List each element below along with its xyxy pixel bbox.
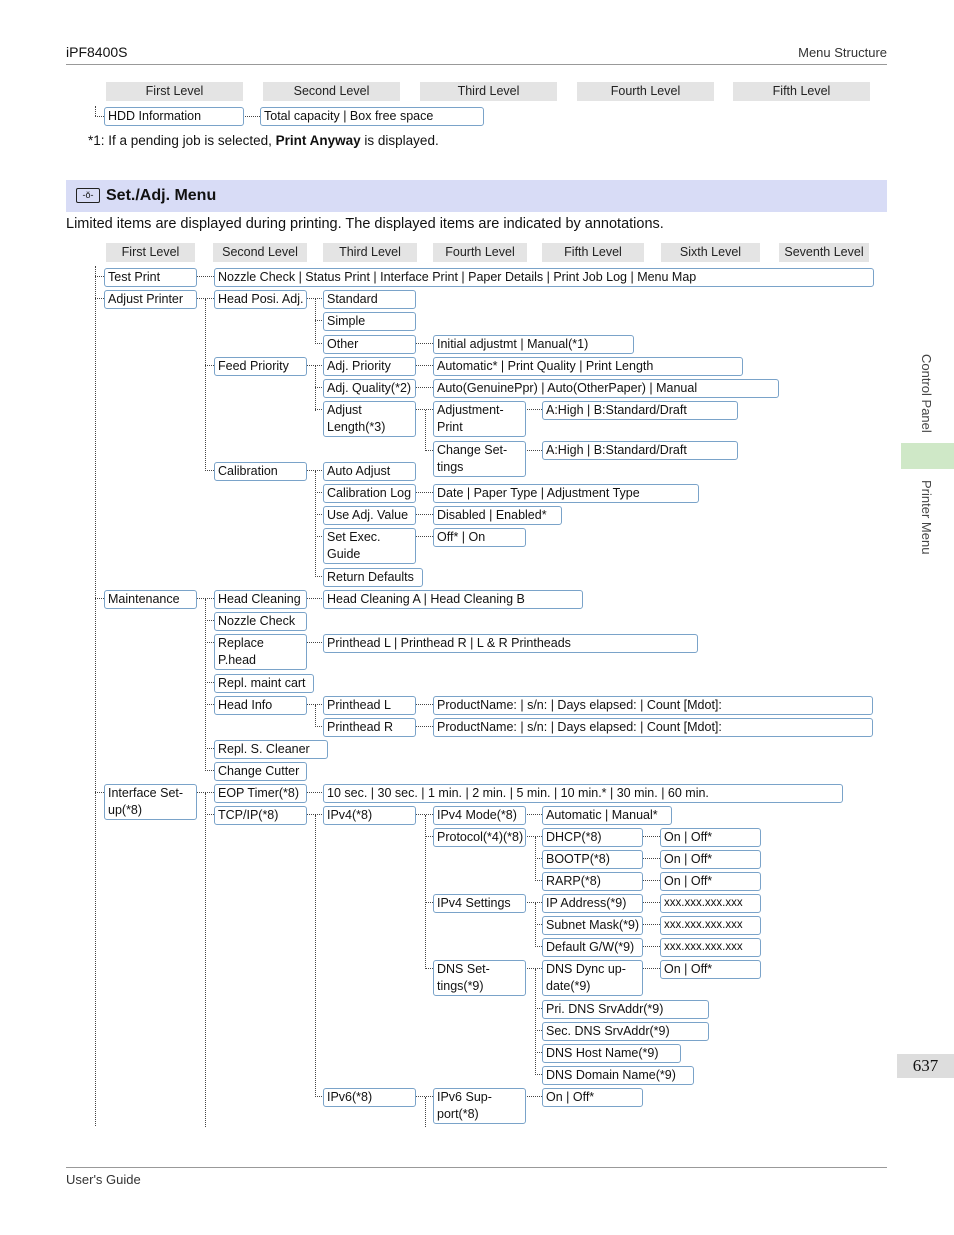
bootp-options: On | Off* xyxy=(660,850,761,869)
other-options: Initial adjustmt | Manual(*1) xyxy=(433,335,634,354)
connector xyxy=(642,946,660,947)
tree-line-ipv6 xyxy=(425,1097,426,1127)
top-level-3: Third Level xyxy=(420,82,557,101)
connector xyxy=(196,298,214,299)
connector xyxy=(306,365,324,366)
dhcp-options: On | Off* xyxy=(660,828,761,847)
settings-menu-icon: -ŏ- xyxy=(76,188,100,203)
menu-adjust-printer: Adjust Printer xyxy=(104,290,197,309)
subnet-mask-value: xxx.xxx.xxx.xxx xyxy=(660,916,761,935)
menu-test-print: Test Print xyxy=(104,268,197,287)
menu-calibration-log: Calibration Log xyxy=(323,484,416,503)
level-header-7: Seventh Level xyxy=(779,243,869,262)
menu-repl-maint-cart: Repl. maint cart xyxy=(214,674,314,693)
connector xyxy=(415,514,433,515)
adj-quality-options: Auto(GenuinePpr) | Auto(OtherPaper) | Manual xyxy=(433,379,779,398)
connector xyxy=(525,450,542,451)
level-header-1: First Level xyxy=(106,243,195,262)
menu-head-info: Head Info xyxy=(214,696,307,715)
menu-pri-dns-srvaddr: Pri. DNS SrvAddr(*9) xyxy=(542,1000,709,1019)
connector xyxy=(306,792,324,793)
menu-adjust-length: Adjust Length(*3) xyxy=(323,401,416,437)
tree-line-head-info xyxy=(315,705,316,727)
level-header-6: Sixth Level xyxy=(661,243,760,262)
ipv4-mode-options: Automatic | Manual* xyxy=(542,806,672,825)
connector xyxy=(306,598,324,599)
tree-line-maintenance xyxy=(205,599,206,771)
connector xyxy=(415,492,433,493)
connector xyxy=(196,598,214,599)
level-header-3: Third Level xyxy=(323,243,417,262)
top-level-1: First Level xyxy=(106,82,243,101)
menu-return-defaults: Return Defaults xyxy=(323,568,423,587)
menu-maintenance: Maintenance xyxy=(104,590,197,609)
connector xyxy=(415,704,433,705)
connector xyxy=(95,276,104,277)
menu-dns-settings: DNS Set-tings(*9) xyxy=(433,960,526,996)
replace-phead-options: Printhead L | Printhead R | L & R Printheads xyxy=(323,634,698,653)
connector xyxy=(642,924,660,925)
menu-dhcp: DHCP(*8) xyxy=(542,828,643,847)
menu-tcpip: TCP/IP(*8) xyxy=(214,806,307,825)
connector xyxy=(535,1008,542,1009)
side-label-section: Printer Menu xyxy=(919,480,934,555)
tree-line-adjust-printer xyxy=(205,299,206,471)
use-adj-value-options: Disabled | Enabled* xyxy=(433,506,562,525)
connector xyxy=(306,704,324,705)
adjustment-print-options: A:High | B:Standard/Draft xyxy=(542,401,738,420)
default-gw-value: xxx.xxx.xxx.xxx xyxy=(660,938,761,957)
connector xyxy=(415,726,433,727)
connector xyxy=(535,946,542,947)
connector xyxy=(415,409,433,410)
menu-nozzle-check: Nozzle Check xyxy=(214,612,307,631)
menu-sec-dns-srvaddr: Sec. DNS SrvAddr(*9) xyxy=(542,1022,709,1041)
connector xyxy=(95,598,104,599)
menu-adj-quality: Adj. Quality(*2) xyxy=(323,379,416,398)
eop-timer-options: 10 sec. | 30 sec. | 1 min. | 2 min. | 5 min. | 10 min.* | 30 min. | 60 min. xyxy=(323,784,843,803)
tree-line-calibration xyxy=(315,471,316,577)
menu-ipv4-mode: IPv4 Mode(*8) xyxy=(433,806,526,825)
tree-line-level-1 xyxy=(95,266,96,1126)
connector xyxy=(95,792,104,793)
menu-printhead-l: Printhead L xyxy=(323,696,416,715)
tree-line-ipv4-settings xyxy=(535,903,536,947)
menu-printhead-r: Printhead R xyxy=(323,718,416,737)
connector xyxy=(415,536,433,537)
document-title: iPF8400S xyxy=(66,44,128,60)
test-print-options: Nozzle Check | Status Print | Interface Print | Paper Details | Print Job Log | Menu Map xyxy=(214,268,874,287)
header-rule xyxy=(66,64,887,65)
ip-address-value: xxx.xxx.xxx.xxx xyxy=(660,894,761,913)
hdd-information-item: HDD Information xyxy=(104,107,244,126)
connector xyxy=(245,116,260,117)
connector xyxy=(306,642,324,643)
tree-line-ipv4 xyxy=(425,815,426,969)
menu-ipv4-settings: IPv4 Settings xyxy=(433,894,526,913)
menu-protocol: Protocol(*4)(*8) xyxy=(433,828,526,847)
connector xyxy=(196,792,214,793)
calibration-log-options: Date | Paper Type | Adjustment Type xyxy=(433,484,699,503)
connector xyxy=(642,902,660,903)
connector xyxy=(415,343,433,344)
menu-repl-s-cleaner: Repl. S. Cleaner xyxy=(214,740,328,759)
connector xyxy=(425,902,433,903)
top-level-5: Fifth Level xyxy=(733,82,870,101)
tree-line-adjust-length xyxy=(425,410,426,451)
menu-ipv6: IPv6(*8) xyxy=(323,1088,416,1107)
menu-default-gw: Default G/W(*9) xyxy=(542,938,643,957)
ipv6-support-options: On | Off* xyxy=(542,1088,643,1107)
menu-subnet-mask: Subnet Mask(*9) xyxy=(542,916,643,935)
section-intro: Limited items are displayed during printing. The displayed items are indicated by annotations. xyxy=(66,216,664,232)
connector xyxy=(535,880,542,881)
menu-head-posi-adj: Head Posi. Adj. xyxy=(214,290,307,309)
menu-dns-domain-name: DNS Domain Name(*9) xyxy=(542,1066,694,1085)
connector xyxy=(205,814,214,815)
menu-replace-phead: Replace P.head xyxy=(214,634,307,670)
tree-line-head-posi xyxy=(315,299,316,344)
connector xyxy=(535,924,542,925)
footer-rule xyxy=(66,1167,887,1168)
tree-line-protocol xyxy=(535,837,536,881)
connector xyxy=(306,814,324,815)
menu-other: Other xyxy=(323,335,416,354)
menu-ip-address: IP Address(*9) xyxy=(542,894,643,913)
connector xyxy=(95,298,104,299)
level-header-4: Fourth Level xyxy=(433,243,527,262)
connector xyxy=(642,836,660,837)
set-exec-guide-options: Off* | On xyxy=(433,528,526,547)
menu-change-settings: Change Set-tings xyxy=(433,441,526,477)
footnote-1: *1: If a pending job is selected, Print Anyway is displayed. xyxy=(88,133,439,148)
connector xyxy=(205,748,214,749)
connector xyxy=(415,365,433,366)
side-label-chapter: Control Panel xyxy=(919,354,934,433)
menu-auto-adjust: Auto Adjust xyxy=(323,462,416,481)
level-header-2: Second Level xyxy=(213,243,307,262)
dns-dync-options: On | Off* xyxy=(660,960,761,979)
section-heading: Menu Structure xyxy=(798,45,887,60)
connector xyxy=(525,836,542,837)
connector xyxy=(535,1074,542,1075)
menu-ipv4: IPv4(*8) xyxy=(323,806,416,825)
footer-text: User's Guide xyxy=(66,1172,141,1187)
printhead-l-info: ProductName: | s/n: | Days elapsed: | Count [Mdot]: xyxy=(433,696,873,715)
tree-line-tcpip xyxy=(315,815,316,1097)
connector xyxy=(415,1096,433,1097)
top-level-2: Second Level xyxy=(263,82,400,101)
menu-dns-dync-update: DNS Dync up-date(*9) xyxy=(542,960,643,996)
menu-calibration: Calibration xyxy=(214,462,307,481)
rarp-options: On | Off* xyxy=(660,872,761,891)
connector xyxy=(642,880,660,881)
tree-line-feed-priority xyxy=(315,366,316,411)
connector xyxy=(525,902,542,903)
connector xyxy=(205,620,214,621)
connector xyxy=(525,1096,542,1097)
connector xyxy=(425,968,433,969)
section-title: Set./Adj. Menu xyxy=(106,187,217,204)
connector xyxy=(205,770,214,771)
menu-set-exec-guide: Set Exec. Guide xyxy=(323,528,416,564)
menu-rarp: RARP(*8) xyxy=(542,872,643,891)
adj-priority-options: Automatic* | Print Quality | Print Length xyxy=(433,357,743,376)
connector xyxy=(415,814,433,815)
connector xyxy=(415,387,433,388)
connector xyxy=(95,106,96,116)
connector xyxy=(306,470,324,471)
printhead-r-info: ProductName: | s/n: | Days elapsed: | Count [Mdot]: xyxy=(433,718,873,737)
menu-dns-host-name: DNS Host Name(*9) xyxy=(542,1044,681,1063)
connector xyxy=(535,1052,542,1053)
level-header-5: Fifth Level xyxy=(542,243,644,262)
change-settings-options: A:High | B:Standard/Draft xyxy=(542,441,738,460)
connector xyxy=(642,968,660,969)
menu-use-adj-value: Use Adj. Value xyxy=(323,506,416,525)
connector xyxy=(535,1030,542,1031)
menu-eop-timer: EOP Timer(*8) xyxy=(214,784,307,803)
menu-interface-setup: Interface Set-up(*8) xyxy=(104,784,197,820)
connector xyxy=(425,836,433,837)
tree-line-dns xyxy=(535,969,536,1075)
menu-feed-priority: Feed Priority xyxy=(214,357,307,376)
connector xyxy=(95,116,104,117)
connector xyxy=(306,298,324,299)
total-capacity-item: Total capacity | Box free space xyxy=(260,107,484,126)
side-tab-marker xyxy=(901,443,954,469)
connector xyxy=(205,470,214,471)
menu-adjustment-print: Adjustment-Print xyxy=(433,401,526,437)
connector xyxy=(425,450,433,451)
top-level-4: Fourth Level xyxy=(577,82,714,101)
connector xyxy=(525,814,542,815)
menu-standard: Standard xyxy=(323,290,416,309)
menu-bootp: BOOTP(*8) xyxy=(542,850,643,869)
connector xyxy=(525,409,542,410)
menu-ipv6-support: IPv6 Sup-port(*8) xyxy=(433,1088,526,1124)
menu-adj-priority: Adj. Priority xyxy=(323,357,416,376)
tree-line-interface xyxy=(205,793,206,1127)
connector xyxy=(642,858,660,859)
connector xyxy=(196,276,214,277)
connector xyxy=(205,642,214,643)
connector xyxy=(205,704,214,705)
page-number: 637 xyxy=(897,1054,954,1078)
connector xyxy=(525,968,542,969)
connector xyxy=(535,858,542,859)
head-cleaning-options: Head Cleaning A | Head Cleaning B xyxy=(323,590,583,609)
connector xyxy=(205,682,214,683)
menu-head-cleaning: Head Cleaning xyxy=(214,590,307,609)
menu-change-cutter: Change Cutter xyxy=(214,762,307,781)
menu-simple: Simple xyxy=(323,312,416,331)
connector xyxy=(205,365,214,366)
